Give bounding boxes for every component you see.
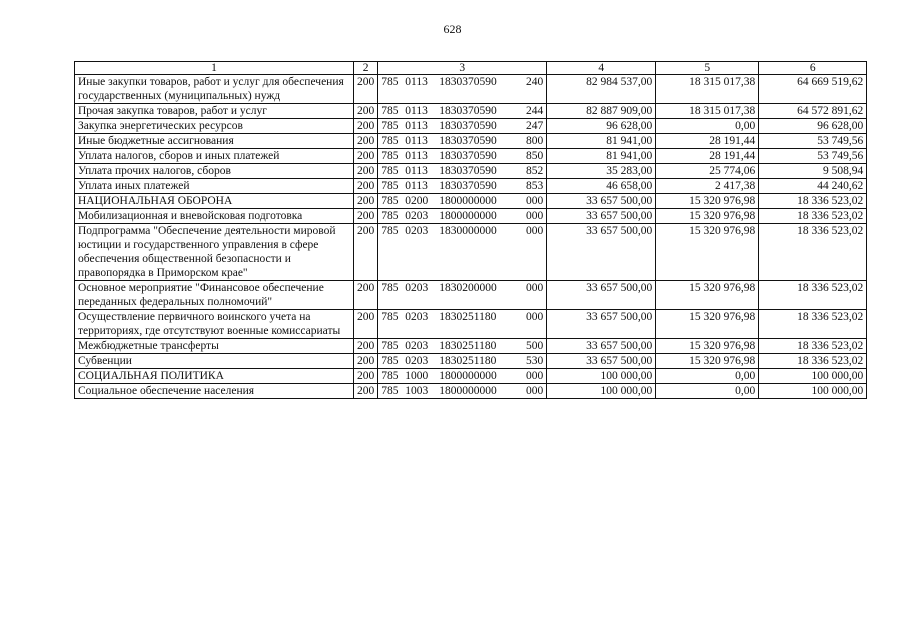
code-2-cell: 200	[354, 209, 378, 224]
expense-type-code: 000	[526, 225, 544, 237]
code-2-cell: 200	[354, 119, 378, 134]
table-row	[75, 224, 867, 281]
row-name-cell: Закупка энергетических ресурсов	[75, 119, 354, 134]
expense-type-code: 800	[526, 135, 544, 147]
budget-code-cell	[378, 179, 547, 194]
target-article-code: 1830370590	[439, 165, 497, 177]
table-row	[75, 134, 867, 149]
target-article-code: 1800000000	[439, 195, 497, 207]
code-2-cell: 200	[354, 104, 378, 119]
expense-type-code: 853	[526, 180, 544, 192]
remaining-amount-cell: 100 000,00	[759, 384, 867, 399]
section-code: 0113	[405, 76, 428, 88]
approved-amount-cell: 33 657 500,00	[547, 281, 656, 310]
code-2-cell: 200	[354, 134, 378, 149]
expense-type-code: 000	[526, 282, 544, 294]
header-row	[75, 62, 867, 75]
executed-amount-cell: 18 315 017,38	[656, 75, 759, 104]
section-code: 0200	[405, 195, 429, 207]
row-name-cell: Прочая закупка товаров, работ и услуг	[75, 104, 354, 119]
section-code: 0113	[405, 180, 428, 192]
budget-code-cell	[378, 134, 547, 149]
budget-code-cell	[378, 339, 547, 354]
section-code: 0203	[405, 225, 429, 237]
executed-amount-cell: 15 320 976,98	[656, 281, 759, 310]
executed-amount-cell: 15 320 976,98	[656, 354, 759, 369]
budget-code-cell	[378, 119, 547, 134]
target-article-code: 1800000000	[439, 370, 497, 382]
ministry-code: 785	[381, 385, 399, 397]
remaining-amount-cell: 9 508,94	[759, 164, 867, 179]
expense-type-code: 850	[526, 150, 544, 162]
table-row	[75, 354, 867, 369]
ministry-code: 785	[381, 180, 399, 192]
expense-type-code: 000	[526, 195, 544, 207]
row-name-cell: Субвенции	[75, 354, 354, 369]
ministry-code: 785	[381, 370, 399, 382]
remaining-amount-cell: 44 240,62	[759, 179, 867, 194]
expense-type-code: 000	[526, 385, 544, 397]
row-name-cell: СОЦИАЛЬНАЯ ПОЛИТИКА	[75, 369, 354, 384]
executed-amount-cell: 15 320 976,98	[656, 339, 759, 354]
budget-code-cell	[378, 310, 547, 339]
column-header: 3	[378, 62, 547, 75]
ministry-code: 785	[381, 311, 399, 323]
row-name-cell: Основное мероприятие "Финансовое обеспечение переданных федеральных полномочий"	[75, 281, 354, 310]
approved-amount-cell: 33 657 500,00	[547, 224, 656, 281]
table-row	[75, 209, 867, 224]
section-code: 0203	[405, 210, 429, 222]
remaining-amount-cell: 100 000,00	[759, 369, 867, 384]
row-name-cell: Иные закупки товаров, работ и услуг для обеспечения государственных (муниципальных) нужд	[75, 75, 354, 104]
table-row	[75, 75, 867, 104]
table-row	[75, 310, 867, 339]
executed-amount-cell: 28 191,44	[656, 134, 759, 149]
ministry-code: 785	[381, 150, 399, 162]
executed-amount-cell: 18 315 017,38	[656, 104, 759, 119]
remaining-amount-cell: 18 336 523,02	[759, 310, 867, 339]
section-code: 0113	[405, 135, 428, 147]
ministry-code: 785	[381, 282, 399, 294]
remaining-amount-cell: 18 336 523,02	[759, 209, 867, 224]
target-article-code: 1830370590	[439, 105, 497, 117]
ministry-code: 785	[381, 105, 399, 117]
row-name-cell: Мобилизационная и вневойсковая подготовка	[75, 209, 354, 224]
budget-code-cell	[378, 224, 547, 281]
table-row	[75, 339, 867, 354]
executed-amount-cell: 25 774,06	[656, 164, 759, 179]
target-article-code: 1830200000	[439, 282, 497, 294]
remaining-amount-cell: 18 336 523,02	[759, 224, 867, 281]
code-2-cell: 200	[354, 224, 378, 281]
target-article-code: 1830251180	[439, 355, 497, 367]
budget-code-cell	[378, 354, 547, 369]
budget-code-cell	[378, 384, 547, 399]
expense-type-code: 530	[526, 355, 544, 367]
remaining-amount-cell: 18 336 523,02	[759, 194, 867, 209]
executed-amount-cell: 15 320 976,98	[656, 209, 759, 224]
column-header: 5	[656, 62, 759, 75]
table-row	[75, 104, 867, 119]
section-code: 0113	[405, 120, 428, 132]
approved-amount-cell: 82 887 909,00	[547, 104, 656, 119]
executed-amount-cell: 15 320 976,98	[656, 224, 759, 281]
column-header: 4	[547, 62, 656, 75]
row-name-cell: Осуществление первичного воинского учета на территориях, где отсутствуют военные комиссариаты	[75, 310, 354, 339]
approved-amount-cell: 100 000,00	[547, 369, 656, 384]
remaining-amount-cell: 53 749,56	[759, 149, 867, 164]
approved-amount-cell: 33 657 500,00	[547, 339, 656, 354]
executed-amount-cell: 28 191,44	[656, 149, 759, 164]
expense-type-code: 000	[526, 210, 544, 222]
approved-amount-cell: 33 657 500,00	[547, 354, 656, 369]
budget-code-cell	[378, 369, 547, 384]
remaining-amount-cell: 96 628,00	[759, 119, 867, 134]
row-name-cell: Иные бюджетные ассигнования	[75, 134, 354, 149]
ministry-code: 785	[381, 210, 399, 222]
approved-amount-cell: 81 941,00	[547, 134, 656, 149]
target-article-code: 1800000000	[439, 385, 497, 397]
code-2-cell: 200	[354, 339, 378, 354]
code-2-cell: 200	[354, 281, 378, 310]
code-2-cell: 200	[354, 149, 378, 164]
column-header: 2	[354, 62, 378, 75]
expense-type-code: 000	[526, 370, 544, 382]
code-2-cell: 200	[354, 354, 378, 369]
target-article-code: 1830370590	[439, 120, 497, 132]
section-code: 0113	[405, 150, 428, 162]
code-2-cell: 200	[354, 369, 378, 384]
remaining-amount-cell: 64 572 891,62	[759, 104, 867, 119]
column-header: 6	[759, 62, 867, 75]
approved-amount-cell: 33 657 500,00	[547, 209, 656, 224]
target-article-code: 1830370590	[439, 180, 497, 192]
table-row	[75, 179, 867, 194]
table-row	[75, 281, 867, 310]
remaining-amount-cell: 18 336 523,02	[759, 339, 867, 354]
expense-type-code: 244	[526, 105, 544, 117]
row-name-cell: Социальное обеспечение населения	[75, 384, 354, 399]
approved-amount-cell: 33 657 500,00	[547, 310, 656, 339]
section-code: 0203	[405, 282, 429, 294]
ministry-code: 785	[381, 340, 399, 352]
code-2-cell: 200	[354, 75, 378, 104]
approved-amount-cell: 33 657 500,00	[547, 194, 656, 209]
executed-amount-cell: 0,00	[656, 369, 759, 384]
budget-code-cell	[378, 75, 547, 104]
approved-amount-cell: 82 984 537,00	[547, 75, 656, 104]
ministry-code: 785	[381, 195, 399, 207]
approved-amount-cell: 46 658,00	[547, 179, 656, 194]
row-name-cell: НАЦИОНАЛЬНАЯ ОБОРОНА	[75, 194, 354, 209]
target-article-code: 1830251180	[439, 340, 497, 352]
section-code: 0203	[405, 340, 429, 352]
executed-amount-cell: 15 320 976,98	[656, 310, 759, 339]
ministry-code: 785	[381, 135, 399, 147]
expense-type-code: 852	[526, 165, 544, 177]
approved-amount-cell: 81 941,00	[547, 149, 656, 164]
approved-amount-cell: 100 000,00	[547, 384, 656, 399]
executed-amount-cell: 0,00	[656, 384, 759, 399]
target-article-code: 1830251180	[439, 311, 497, 323]
expense-type-code: 500	[526, 340, 544, 352]
expense-type-code: 240	[526, 76, 544, 88]
table-row	[75, 149, 867, 164]
approved-amount-cell: 96 628,00	[547, 119, 656, 134]
table-row	[75, 384, 867, 399]
target-article-code: 1830000000	[439, 225, 497, 237]
section-code: 1003	[405, 385, 429, 397]
row-name-cell: Подпрограмма "Обеспечение деятельности мировой юстиции и государственного управления в сфере обеспечения общественной безопасности и правопорядка в Приморском крае"	[75, 224, 354, 281]
section-code: 0113	[405, 105, 428, 117]
code-2-cell: 200	[354, 164, 378, 179]
budget-code-cell	[378, 209, 547, 224]
ministry-code: 785	[381, 355, 399, 367]
section-code: 0113	[405, 165, 428, 177]
remaining-amount-cell: 64 669 519,62	[759, 75, 867, 104]
table-row	[75, 194, 867, 209]
row-name-cell: Уплата иных платежей	[75, 179, 354, 194]
budget-code-cell	[378, 104, 547, 119]
section-code: 1000	[405, 370, 429, 382]
row-name-cell: Уплата налогов, сборов и иных платежей	[75, 149, 354, 164]
executed-amount-cell: 2 417,38	[656, 179, 759, 194]
table-row	[75, 164, 867, 179]
section-code: 0203	[405, 311, 429, 323]
code-2-cell: 200	[354, 310, 378, 339]
expense-type-code: 247	[526, 120, 544, 132]
table-row	[75, 119, 867, 134]
ministry-code: 785	[381, 76, 399, 88]
row-name-cell: Уплата прочих налогов, сборов	[75, 164, 354, 179]
budget-code-cell	[378, 164, 547, 179]
target-article-code: 1800000000	[439, 210, 497, 222]
ministry-code: 785	[381, 225, 399, 237]
row-name-cell: Межбюджетные трансферты	[75, 339, 354, 354]
budget-code-cell	[378, 281, 547, 310]
executed-amount-cell: 0,00	[656, 119, 759, 134]
code-2-cell: 200	[354, 194, 378, 209]
executed-amount-cell: 15 320 976,98	[656, 194, 759, 209]
budget-code-cell	[378, 149, 547, 164]
expense-type-code: 000	[526, 311, 544, 323]
target-article-code: 1830370590	[439, 150, 497, 162]
ministry-code: 785	[381, 165, 399, 177]
code-2-cell: 200	[354, 179, 378, 194]
target-article-code: 1830370590	[439, 135, 497, 147]
table-row	[75, 369, 867, 384]
approved-amount-cell: 35 283,00	[547, 164, 656, 179]
ministry-code: 785	[381, 120, 399, 132]
remaining-amount-cell: 18 336 523,02	[759, 354, 867, 369]
column-header: 1	[75, 62, 354, 75]
section-code: 0203	[405, 355, 429, 367]
remaining-amount-cell: 53 749,56	[759, 134, 867, 149]
target-article-code: 1830370590	[439, 76, 497, 88]
budget-code-cell	[378, 194, 547, 209]
page-number: 628	[443, 22, 462, 36]
code-2-cell: 200	[354, 384, 378, 399]
budget-table	[74, 61, 867, 399]
remaining-amount-cell: 18 336 523,02	[759, 281, 867, 310]
